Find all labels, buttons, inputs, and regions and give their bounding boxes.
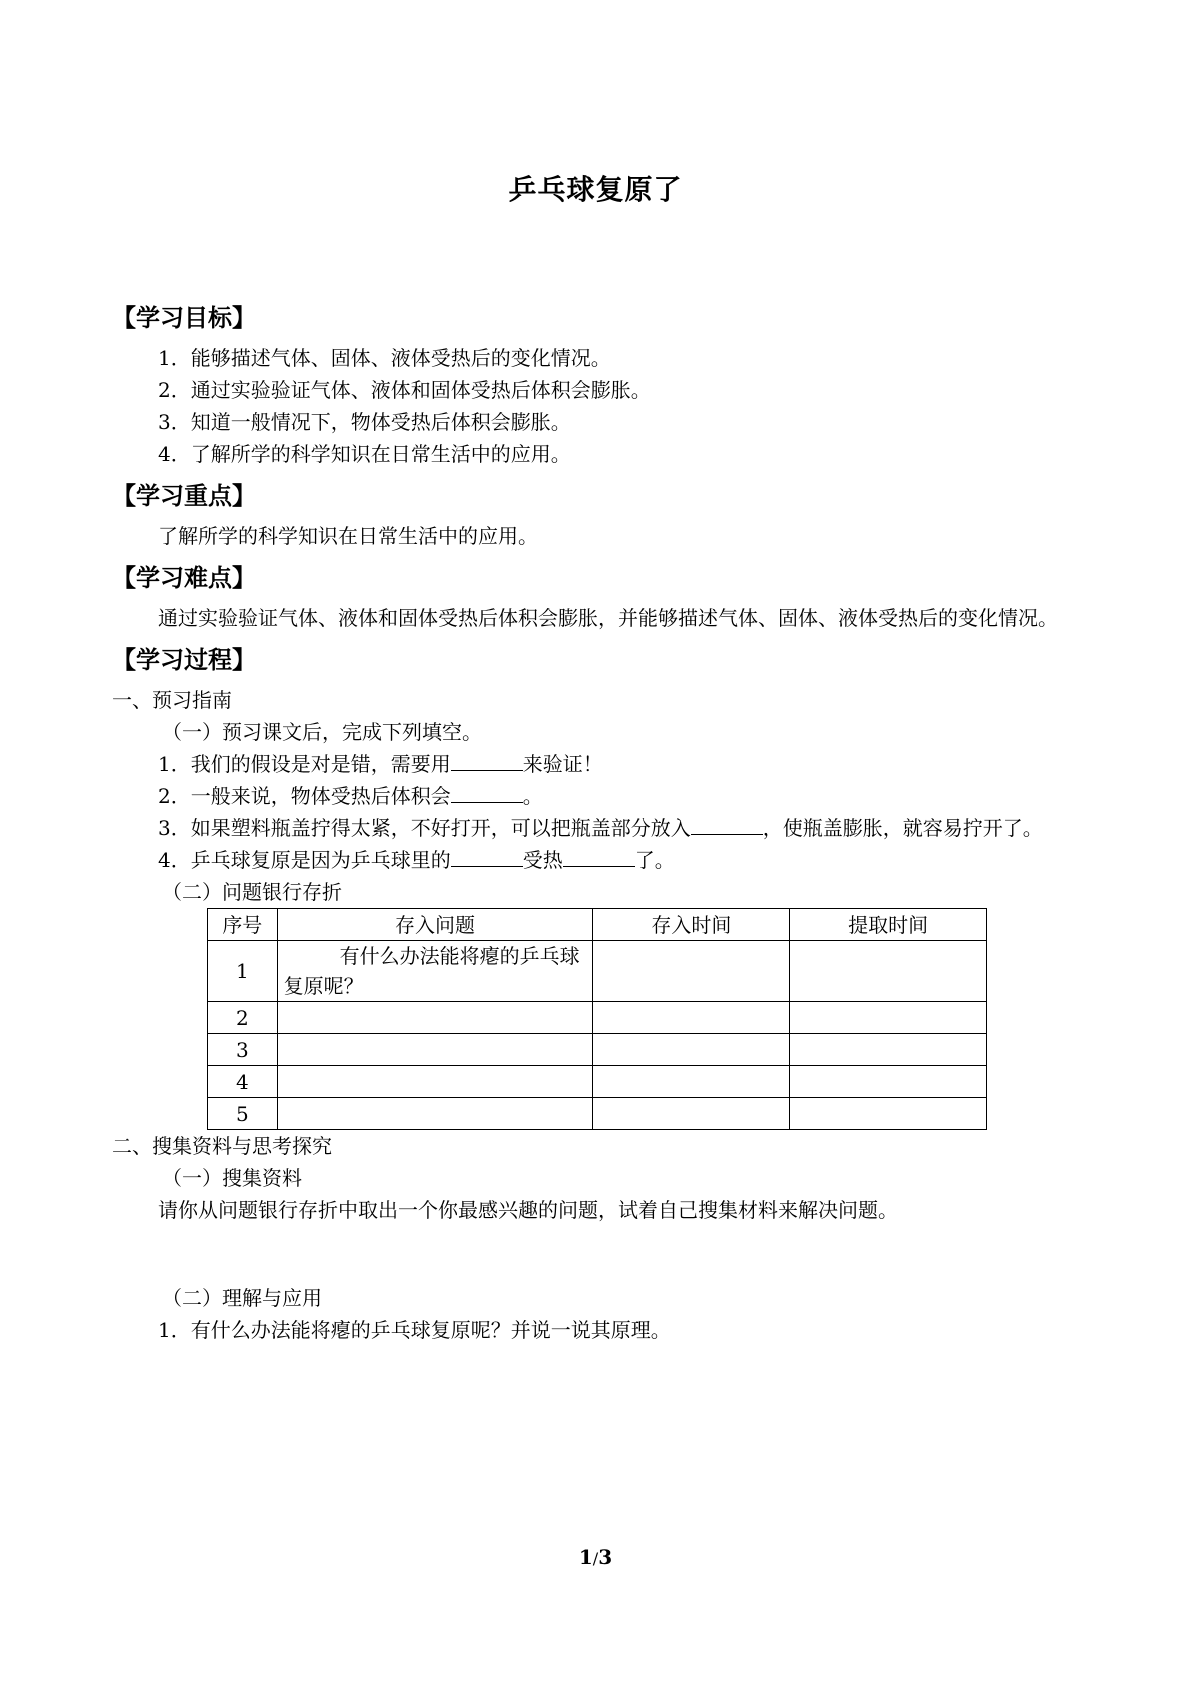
col-header-number: 序号 (208, 909, 278, 941)
objective-item: 2．通过实验验证气体、液体和固体受热后体积会膨胀。 (158, 378, 651, 402)
part1-title: 一、预习指南 (112, 688, 232, 712)
objective-item: 1．能够描述气体、固体、液体受热后的变化情况。 (158, 346, 611, 370)
deposit-time-cell[interactable] (593, 941, 790, 1002)
part1-sub2: （二）问题银行存折 (162, 880, 342, 904)
answer-blank[interactable] (451, 782, 523, 803)
fill-question-1: 1．我们的假设是对是错，需要用 来验证！ (158, 752, 603, 776)
row-number: 3 (208, 1034, 278, 1066)
objective-item: 4．了解所学的科学知识在日常生活中的应用。 (158, 442, 571, 466)
deposit-time-cell[interactable] (593, 1098, 790, 1130)
document-body (112, 300, 1090, 1346)
answer-blank[interactable] (451, 750, 523, 771)
row-number: 4 (208, 1066, 278, 1098)
page-total: 3 (598, 1545, 613, 1569)
withdraw-time-cell[interactable] (790, 1098, 987, 1130)
page-current: 1 (578, 1545, 593, 1569)
question-cell[interactable] (277, 1002, 593, 1034)
withdraw-time-cell[interactable] (790, 941, 987, 1002)
deposit-time-cell[interactable] (593, 1066, 790, 1098)
col-header-withdraw-time: 提取时间 (790, 909, 987, 941)
row-number: 2 (208, 1002, 278, 1034)
part2-question-1: 1．有什么办法能将瘪的乒乓球复原呢？并说一说其原理。 (158, 1318, 671, 1342)
key-points-text: 了解所学的科学知识在日常生活中的应用。 (158, 524, 538, 548)
question-cell[interactable]: 有什么办法能将瘪的乒乓球复原呢？ (277, 941, 593, 1002)
objective-item: 3．知道一般情况下，物体受热后体积会膨胀。 (158, 410, 571, 434)
col-header-question: 存入问题 (277, 909, 593, 941)
fill-question-2: 2．一般来说，物体受热后体积会 。 (158, 784, 543, 808)
table-row (208, 1002, 987, 1034)
answer-blank[interactable] (451, 846, 523, 867)
withdraw-time-cell[interactable] (790, 1066, 987, 1098)
part2-title: 二、搜集资料与思考探究 (112, 1134, 332, 1158)
table-row (208, 1034, 987, 1066)
question-cell[interactable] (277, 1066, 593, 1098)
document-title: 乒乓球复原了 (508, 173, 683, 206)
answer-blank[interactable] (563, 846, 635, 867)
table-header-row (208, 909, 987, 941)
part2-sub1-text: 请你从问题银行存折中取出一个你最感兴趣的问题，试着自己搜集材料来解决问题。 (158, 1198, 898, 1222)
question-bank-table (207, 908, 987, 1130)
fill-question-3: 3．如果塑料瓶盖拧得太紧，不好打开，可以把瓶盖部分放入 ，使瓶盖膨胀，就容易拧开了。 (158, 816, 1043, 840)
difficulties-text: 通过实验验证气体、液体和固体受热后体积会膨胀，并能够描述气体、固体、液体受热后的变化情况。 (158, 606, 1058, 630)
deposit-time-cell[interactable] (593, 1002, 790, 1034)
answer-blank[interactable] (691, 814, 763, 835)
row-number: 1 (208, 941, 278, 1002)
table-row (208, 1066, 987, 1098)
question-cell[interactable] (277, 1034, 593, 1066)
row-number: 5 (208, 1098, 278, 1130)
process-heading: 【学习过程】 (112, 646, 256, 674)
part2-sub1: （一）搜集资料 (162, 1166, 302, 1190)
objectives-heading: 【学习目标】 (112, 304, 256, 332)
withdraw-time-cell[interactable] (790, 1002, 987, 1034)
page-number (0, 1545, 1191, 1569)
withdraw-time-cell[interactable] (790, 1034, 987, 1066)
part2-sub2: （二）理解与应用 (162, 1286, 322, 1310)
key-points-heading: 【学习重点】 (112, 482, 256, 510)
question-cell[interactable] (277, 1098, 593, 1130)
col-header-deposit-time: 存入时间 (593, 909, 790, 941)
difficulties-heading: 【学习难点】 (112, 564, 256, 592)
page-separator: / (592, 1549, 599, 1568)
table-row (208, 941, 987, 1002)
part1-sub1: （一）预习课文后，完成下列填空。 (162, 720, 482, 744)
table-row (208, 1098, 987, 1130)
fill-question-4: 4．乒乓球复原是因为乒乓球里的 受热 了。 (158, 848, 675, 872)
deposit-time-cell[interactable] (593, 1034, 790, 1066)
